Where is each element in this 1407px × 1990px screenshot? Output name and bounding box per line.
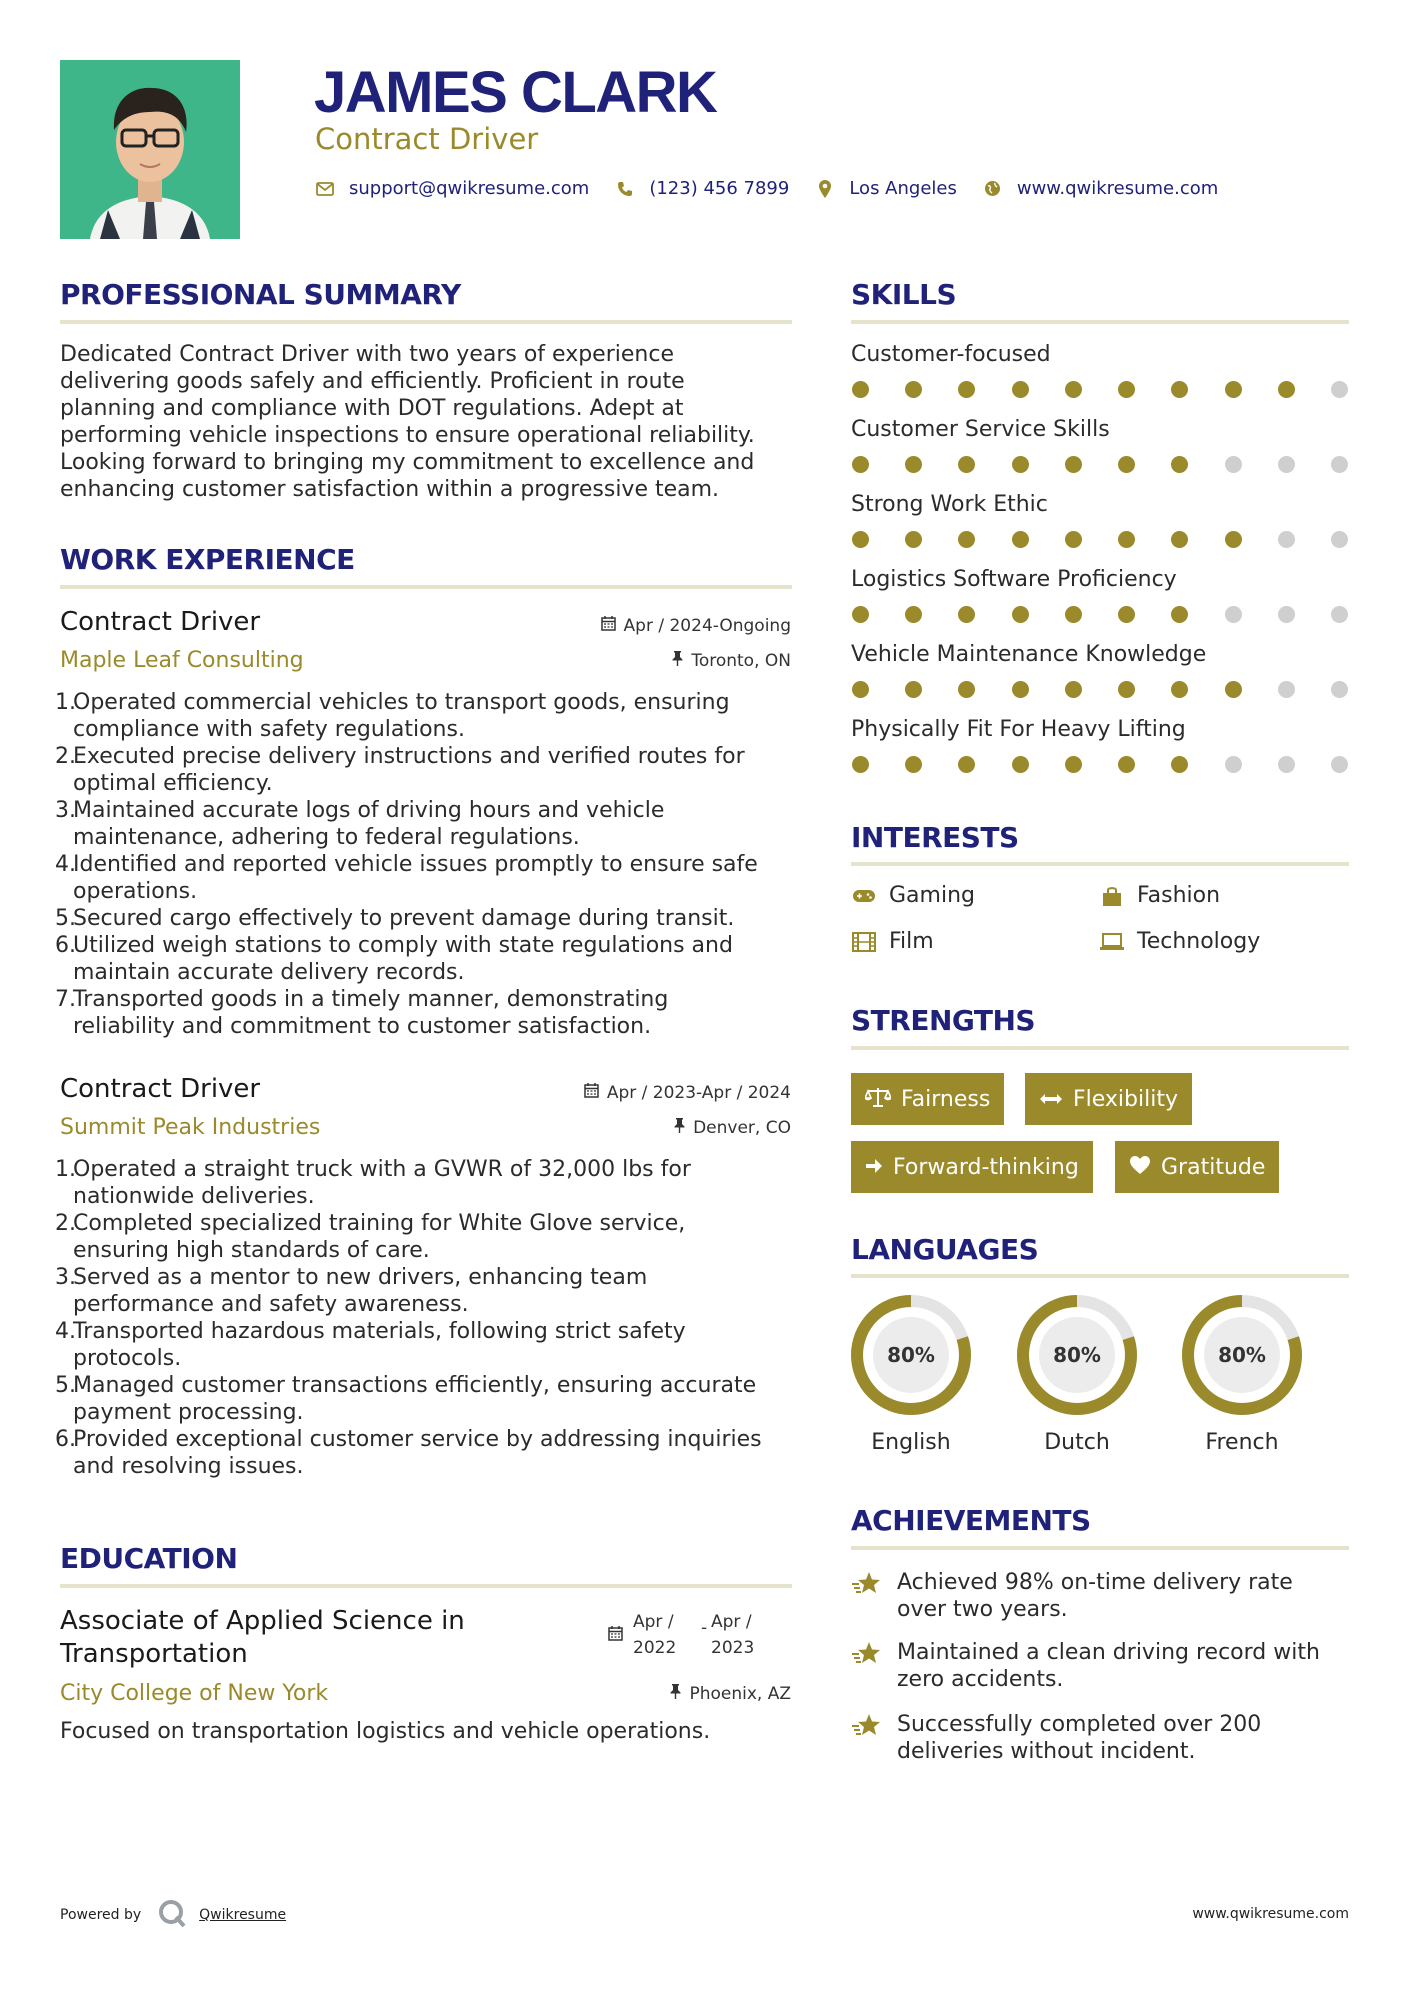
rating-dot-filled <box>1118 381 1135 398</box>
rating-dot-filled <box>1171 381 1188 398</box>
languages-heading: LANGUAGES <box>851 1233 1039 1266</box>
star-badge-icon <box>851 1569 897 1623</box>
job-duties-list <box>55 689 795 1040</box>
job-dates <box>601 615 791 637</box>
skill-name: Customer Service Skills <box>851 417 1110 442</box>
contact-phone[interactable] <box>615 178 789 199</box>
job-location-text: Denver, CO <box>693 1118 791 1138</box>
skill-name: Strong Work Ethic <box>851 492 1048 517</box>
rating-dot-filled <box>1065 606 1082 623</box>
rating-dot-filled <box>905 606 922 623</box>
globe-icon <box>983 180 1003 197</box>
skill-rating <box>852 756 1348 773</box>
education-heading: EDUCATION <box>60 1542 238 1575</box>
education-dates <box>608 1609 754 1661</box>
rating-dot-filled <box>1012 681 1029 698</box>
rating-dot-filled <box>852 531 869 548</box>
rating-dot-empty <box>1278 456 1295 473</box>
phone-icon <box>615 181 635 197</box>
rating-dot-filled <box>1225 381 1242 398</box>
rating-dot-filled <box>1225 531 1242 548</box>
rating-dot-filled <box>1171 681 1188 698</box>
qwikresume-logo-icon <box>157 1898 187 1932</box>
email-text: support@qwikresume.com <box>349 178 590 199</box>
summary-line: enhancing customer satisfaction within a progressive team. <box>60 477 720 502</box>
rating-dot-empty <box>1331 456 1348 473</box>
list-item: 5. Managed customer transactions efficiently, ensuring accurate payment processing. <box>55 1373 757 1425</box>
rating-dot-filled <box>1065 456 1082 473</box>
language-gauge <box>1180 1293 1304 1421</box>
contact-website[interactable] <box>983 178 1218 199</box>
rating-dot-filled <box>852 456 869 473</box>
rating-dot-empty <box>1225 606 1242 623</box>
rating-dot-filled <box>1118 531 1135 548</box>
list-item: 4. Identified and reported vehicle issues promptly to ensure safe operations. <box>55 852 758 904</box>
rating-dot-filled <box>1012 756 1029 773</box>
rating-dot-empty <box>1331 681 1348 698</box>
job-dates-text: Apr / 2024-Ongoing <box>623 616 791 636</box>
summary-heading: PROFESSIONAL SUMMARY <box>60 278 461 311</box>
interest-item-film: Film <box>851 929 934 954</box>
language-percent: 80% <box>1053 1343 1101 1367</box>
skill-rating <box>852 381 1348 398</box>
rating-dot-filled <box>1065 756 1082 773</box>
map-pin-icon <box>815 180 835 198</box>
footer-branding <box>60 1898 286 1932</box>
language-gauge <box>1015 1293 1139 1421</box>
rating-dot-filled <box>1065 531 1082 548</box>
rating-dot-empty <box>1331 531 1348 548</box>
list-item: 4. Transported hazardous materials, following strict safety protocols. <box>55 1319 686 1371</box>
skill-rating <box>852 531 1348 548</box>
rating-dot-empty <box>1331 606 1348 623</box>
achievement-line: Successfully completed over 200 <box>897 1712 1262 1737</box>
calendar-icon <box>608 1623 623 1661</box>
degree-line: Associate of Applied Science in <box>60 1606 465 1636</box>
job-location <box>672 650 791 672</box>
rating-dot-filled <box>852 606 869 623</box>
rating-dot-empty <box>1225 756 1242 773</box>
rating-dot-filled <box>905 681 922 698</box>
experience-divider <box>60 585 792 589</box>
skill-rating <box>852 456 1348 473</box>
language-name: English <box>871 1430 951 1455</box>
skill-rating <box>852 681 1348 698</box>
interests-heading: INTERESTS <box>851 821 1019 854</box>
candidate-name: JAMES CLARK <box>314 60 717 125</box>
company-name: Summit Peak Industries <box>60 1115 321 1140</box>
summary-line: planning and compliance with DOT regulations. Adept at <box>60 396 684 421</box>
list-item: 3. Maintained accurate logs of driving hours and vehicle maintenance, adhering to federal regulations. <box>55 798 665 850</box>
film-icon <box>851 932 877 952</box>
star-badge-icon <box>851 1639 897 1693</box>
rating-dot-filled <box>1065 681 1082 698</box>
language-percent: 80% <box>887 1343 935 1367</box>
summary-line: performing vehicle inspections to ensure operational reliability. <box>60 423 755 448</box>
balance-scale-icon <box>865 1087 891 1112</box>
rating-dot-empty <box>1278 756 1295 773</box>
rating-dot-filled <box>1171 531 1188 548</box>
language-name: French <box>1205 1430 1279 1455</box>
education-divider <box>60 1584 792 1588</box>
pushpin-icon <box>672 650 683 672</box>
job-title: Contract Driver <box>60 607 261 637</box>
language-ring <box>1015 1293 1139 1417</box>
interest-item-fashion: Fashion <box>1099 883 1220 908</box>
list-item: 2. Completed specialized training for White Glove service, ensuring high standards of care. <box>55 1211 686 1263</box>
rating-dot-filled <box>905 756 922 773</box>
rating-dot-filled <box>1118 606 1135 623</box>
rating-dot-filled <box>1065 381 1082 398</box>
location-text: Los Angeles <box>849 178 957 199</box>
job-dates-text: Apr / 2023-Apr / 2024 <box>606 1083 791 1103</box>
rating-dot-empty <box>1278 531 1295 548</box>
heart-icon <box>1129 1155 1151 1180</box>
rating-dot-filled <box>852 756 869 773</box>
degree-title <box>60 1605 540 1671</box>
calendar-icon <box>584 1082 599 1104</box>
skill-name: Physically Fit For Heavy Lifting <box>851 717 1186 742</box>
list-item: 5. Secured cargo effectively to prevent damage during transit. <box>55 906 735 931</box>
rating-dot-filled <box>958 381 975 398</box>
skills-heading: SKILLS <box>851 278 957 311</box>
rating-dot-filled <box>1171 606 1188 623</box>
phone-text: (123) 456 7899 <box>649 178 790 199</box>
laptop-icon <box>1099 933 1125 951</box>
list-item: 6. Provided exceptional customer service by addressing inquiries and resolving issues. <box>55 1427 762 1479</box>
strength-tag-flexibility: Flexibility <box>1025 1073 1192 1125</box>
education-end: Apr / 2023 <box>711 1612 755 1658</box>
rating-dot-filled <box>852 681 869 698</box>
achievements-divider <box>851 1546 1349 1550</box>
achievement-line: Achieved 98% on-time delivery rate <box>897 1570 1293 1595</box>
rating-dot-filled <box>1171 456 1188 473</box>
skill-name: Customer-focused <box>851 342 1051 367</box>
footer-url[interactable]: www.qwikresume.com <box>1192 1906 1349 1922</box>
date-separator: - <box>701 1618 708 1638</box>
rating-dot-filled <box>958 606 975 623</box>
education-start: Apr / 2022 <box>633 1612 677 1658</box>
skill-name: Logistics Software Proficiency <box>851 567 1177 592</box>
rating-dot-filled <box>1012 606 1029 623</box>
candidate-role: Contract Driver <box>315 122 539 156</box>
job-location-text: Toronto, ON <box>691 651 791 671</box>
language-gauge <box>849 1293 973 1421</box>
rating-dot-filled <box>905 456 922 473</box>
rating-dot-filled <box>1012 381 1029 398</box>
interest-item-gaming: Gaming <box>851 883 975 908</box>
achievement-item <box>851 1569 1293 1623</box>
list-item: 1. Operated a straight truck with a GVWR of 32,000 lbs for nationwide deliveries. <box>55 1157 691 1209</box>
strengths-divider <box>851 1046 1349 1050</box>
rating-dot-filled <box>958 681 975 698</box>
job-dates <box>584 1082 791 1104</box>
summary-divider <box>60 320 792 324</box>
education-description: Focused on transportation logistics and vehicle operations. <box>60 1719 711 1744</box>
languages-divider <box>851 1274 1349 1278</box>
achievement-line: zero accidents. <box>897 1667 1064 1692</box>
pushpin-icon <box>674 1117 685 1139</box>
achievement-line: deliveries without incident. <box>897 1739 1196 1764</box>
arrow-right-icon <box>865 1155 883 1179</box>
envelope-icon <box>315 182 335 196</box>
rating-dot-filled <box>958 456 975 473</box>
achievement-item <box>851 1639 1320 1693</box>
rating-dot-empty <box>1278 681 1295 698</box>
language-percent: 80% <box>1218 1343 1266 1367</box>
rating-dot-filled <box>1118 681 1135 698</box>
rating-dot-empty <box>1225 456 1242 473</box>
summary-line: Looking forward to bringing my commitment to excellence and <box>60 450 755 475</box>
list-item: 6. Utilized weigh stations to comply with state regulations and maintain accurate delivery records. <box>55 933 733 985</box>
contact-bar <box>315 178 1244 199</box>
profile-photo <box>60 60 240 239</box>
skill-name: Vehicle Maintenance Knowledge <box>851 642 1207 667</box>
rating-dot-filled <box>1012 456 1029 473</box>
degree-line: Transportation <box>60 1639 248 1669</box>
website-text: www.qwikresume.com <box>1016 178 1219 199</box>
rating-dot-filled <box>1012 531 1029 548</box>
rating-dot-filled <box>958 531 975 548</box>
rating-dot-empty <box>1331 756 1348 773</box>
job-location <box>674 1117 791 1139</box>
rating-dot-empty <box>1278 606 1295 623</box>
school-name: City College of New York <box>60 1681 329 1706</box>
arrows-horizontal-icon <box>1039 1087 1063 1111</box>
job-duties-list <box>55 1156 795 1480</box>
rating-dot-filled <box>1225 681 1242 698</box>
rating-dot-filled <box>905 531 922 548</box>
achievement-line: Maintained a clean driving record with <box>897 1640 1320 1665</box>
achievements-heading: ACHIEVEMENTS <box>851 1504 1091 1537</box>
strengths-heading: STRENGTHS <box>851 1004 1036 1037</box>
rating-dot-filled <box>1118 456 1135 473</box>
language-ring <box>849 1293 973 1417</box>
summary-text <box>60 341 792 503</box>
rating-dot-filled <box>958 756 975 773</box>
company-name: Maple Leaf Consulting <box>60 648 304 673</box>
interest-item-technology: Technology <box>1099 929 1260 954</box>
education-location <box>670 1683 791 1705</box>
rating-dot-filled <box>905 381 922 398</box>
achievement-item <box>851 1711 1261 1765</box>
list-item: 3. Served as a mentor to new drivers, enhancing team performance and safety awareness. <box>55 1265 648 1317</box>
gamepad-icon <box>851 889 877 903</box>
powered-by-text: Powered by <box>60 1907 142 1923</box>
star-badge-icon <box>851 1711 897 1765</box>
rating-dot-filled <box>1171 756 1188 773</box>
contact-location <box>815 178 957 199</box>
calendar-icon <box>601 615 616 637</box>
summary-line: Dedicated Contract Driver with two years of experience <box>60 342 674 367</box>
education-location-text: Phoenix, AZ <box>689 1684 791 1704</box>
list-item: 7. Transported goods in a timely manner, demonstrating reliability and commitment to customer satisfaction. <box>55 987 669 1039</box>
rating-dot-empty <box>1331 381 1348 398</box>
rating-dot-filled <box>1118 756 1135 773</box>
strength-tag-fairness: Fairness <box>851 1073 1004 1125</box>
job-title: Contract Driver <box>60 1074 261 1104</box>
list-item: 1. Operated commercial vehicles to transport goods, ensuring compliance with safety regulations. <box>55 690 730 742</box>
shopping-bag-icon <box>1099 885 1125 907</box>
summary-line: delivering goods safely and efficiently. Proficient in route <box>60 369 685 394</box>
skills-divider <box>851 320 1349 324</box>
contact-email[interactable] <box>315 178 589 199</box>
achievement-line: over two years. <box>897 1597 1068 1622</box>
interests-divider <box>851 862 1349 866</box>
language-ring <box>1180 1293 1304 1417</box>
experience-heading: WORK EXPERIENCE <box>60 543 355 576</box>
strength-tag-forward-thinking: Forward-thinking <box>851 1141 1093 1193</box>
pushpin-icon <box>670 1683 681 1705</box>
rating-dot-filled <box>1278 381 1295 398</box>
brand-link[interactable]: Qwikresume <box>199 1907 287 1923</box>
language-name: Dutch <box>1044 1430 1110 1455</box>
rating-dot-filled <box>852 381 869 398</box>
list-item: 2. Executed precise delivery instructions and verified routes for optimal efficiency. <box>55 744 745 796</box>
strength-tag-gratitude: Gratitude <box>1115 1141 1279 1193</box>
skill-rating <box>852 606 1348 623</box>
